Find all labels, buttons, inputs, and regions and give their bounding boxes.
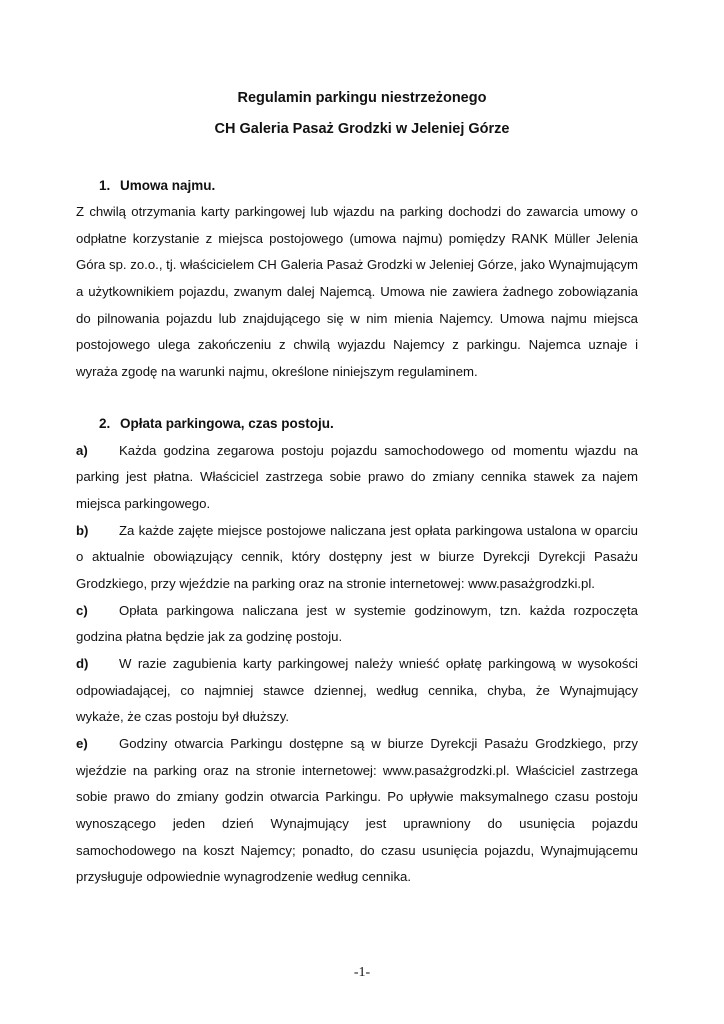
item-line: odpowiadającej, co najmniej stawce dziennej, według cennika, chyba, że Wynajmujący: [76, 683, 638, 698]
section1-line: Z chwilą otrzymania karty parkingowej lub wjazdu na parking dochodzi do zawarcia umowy o: [76, 204, 638, 219]
document-title-line2: CH Galeria Pasaż Grodzki w Jeleniej Górze: [214, 121, 510, 137]
section1-line: wyraża zgodę na warunki najmu, określone niniejszym regulaminem.: [76, 364, 478, 379]
item-line: sobie prawo do zmiany godzin otwarcia Parkingu. Po upływie maksymalnego czasu postoju: [76, 789, 638, 804]
section1-line: do pilnowania pojazdu lub znajdującego się w nim mienia Najemcy. Umowa najmu miejsca: [76, 311, 638, 326]
item-line: wykaże, że czas postoju był dłuższy.: [76, 709, 290, 724]
item-c-first-line: [76, 603, 638, 619]
item-line: Opłata parkingowa naliczana jest w systemie godzinowym, tzn. każda rozpoczęta: [119, 603, 638, 618]
section2-heading: [99, 416, 334, 431]
item-d-first-line: [76, 656, 638, 672]
item-line: wynoszącego jeden dzień Wynajmujący jest uprawniony do usunięcia pojazdu: [76, 816, 638, 831]
section1-heading: [99, 178, 215, 193]
item-line: godzina płatna będzie jak za godzinę postoju.: [76, 629, 343, 644]
section1-line: Góra sp. zo.o., tj. właścicielem CH Galeria Pasaż Grodzki w Jeleniej Górze, jako Wynajmującym: [76, 257, 638, 272]
item-label: c): [76, 603, 88, 618]
section1-number: 1.: [99, 178, 111, 193]
item-line: o aktualnie obowiązujący cennik, który dostępny jest w biurze Dyrekcji Dyrekcji Pasażu: [76, 549, 638, 564]
section1-line: postojowego ulega zakończeniu z chwilą wyjazdu Najemcy z parkingu. Najemca uznaje i: [76, 337, 638, 352]
item-line: wjeździe na parking oraz na stronie internetowej: www.pasażgrodzki.pl. Właściciel zastrzega: [76, 763, 638, 778]
section1-title: Umowa najmu.: [120, 178, 216, 193]
page-number: -1-: [353, 965, 371, 980]
item-line: Za każde zajęte miejsce postojowe naliczana jest opłata parkingowa ustalona w oparciu: [119, 523, 638, 538]
item-line: samochodowego na koszt Najemcy; ponadto, do czasu usunięcia pojazdu, Wynajmującemu: [76, 843, 638, 858]
item-line: parking jest płatna. Właściciel zastrzega sobie prawo do zmiany cennika stawek za najem: [76, 469, 638, 484]
item-label: a): [76, 443, 88, 458]
item-label: e): [76, 736, 88, 751]
item-e-first-line: [76, 736, 638, 752]
item-line: W razie zagubienia karty parkingowej należy wnieść opłatę parkingową w wysokości: [119, 656, 638, 671]
item-label: b): [76, 523, 89, 538]
item-line: miejsca parkingowego.: [76, 496, 211, 511]
section1-line: a użytkownikiem pojazdu, zwanym dalej Najemcą. Umowa nie zawiera żadnego zobowiązania: [76, 284, 638, 299]
document-title-line1: Regulamin parkingu niestrzeżonego: [237, 90, 487, 106]
item-b-first-line: [76, 523, 638, 539]
item-line: Godziny otwarcia Parkingu dostępne są w biurze Dyrekcji Pasażu Grodzkiego, przy: [119, 736, 638, 751]
item-line: Każda godzina zegarowa postoju pojazdu samochodowego od momentu wjazdu na: [119, 443, 638, 458]
section1-line: odpłatne korzystanie z miejsca postojowego (umowa najmu) pomiędzy RANK Müller Jelenia: [76, 231, 638, 246]
section2-number: 2.: [99, 416, 111, 431]
item-line: Grodzkiego, przy wjeździe na parking oraz na stronie internetowej: www.pasażgrodzki.pl.: [76, 576, 595, 591]
item-line: przysługuje odpowiednie wynagrodzenie według cennika.: [76, 869, 412, 884]
item-a-first-line: [76, 443, 638, 459]
section2-title: Opłata parkingowa, czas postoju.: [120, 416, 334, 431]
item-label: d): [76, 656, 89, 671]
